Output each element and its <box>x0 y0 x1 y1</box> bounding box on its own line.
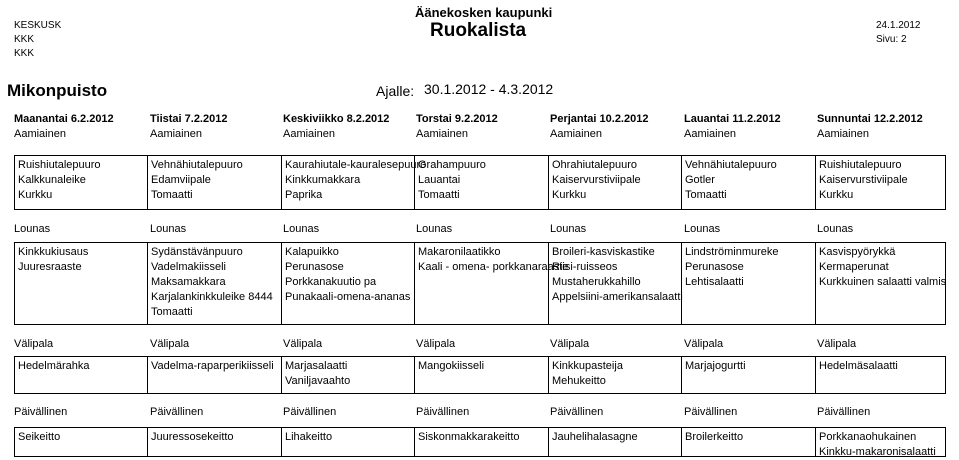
menu-item: Kurkku <box>819 189 854 201</box>
menu-cell <box>15 359 146 374</box>
meal-label: Päivällinen <box>150 406 204 418</box>
print-date: 24.1.2012 <box>876 20 921 31</box>
menu-cell <box>682 158 814 203</box>
menu-item: Jauhelihalasagne <box>552 431 638 443</box>
menu-item: Perunasose <box>285 261 344 273</box>
menu-item: Tomaatti <box>151 189 193 201</box>
menu-cell <box>15 430 146 445</box>
menu-item: Appelsiini-amerikansalaatti <box>552 291 683 303</box>
menu-item: Marjasalaatti <box>285 360 348 372</box>
meal-label: Aamiainen <box>14 128 66 140</box>
meal-label: Välipala <box>684 338 724 350</box>
menu-item: Juuressosekeitto <box>151 431 234 443</box>
menu-cell <box>549 158 680 203</box>
meal-label: Aamiainen <box>416 128 468 140</box>
menu-item: Sydänstävänpuuro <box>151 246 243 258</box>
header-left-line-1: KESKUSK <box>14 20 62 31</box>
menu-item: Siskonmakkarakeitto <box>418 431 520 443</box>
menu-item: Kaiservurstiviipale <box>552 174 641 186</box>
column-divider <box>945 357 946 393</box>
menu-cell <box>816 245 947 290</box>
menu-item: Juuresraaste <box>18 261 82 273</box>
menu-item: Mangokiisseli <box>418 360 485 372</box>
menu-item: Grahampuuro <box>418 159 486 171</box>
meal-label: Aamiainen <box>817 128 869 140</box>
meal-label: Lounas <box>416 223 453 235</box>
menu-cell <box>415 359 547 374</box>
menu-item: Kaiservurstiviipale <box>819 174 908 186</box>
menu-item: Ohrahiutalepuuro <box>552 159 638 171</box>
menu-cell <box>682 359 814 374</box>
menu-item: Tomaatti <box>685 189 727 201</box>
menu-cell <box>282 245 413 305</box>
menu-item: Maksamakkara <box>151 276 226 288</box>
column-divider <box>945 428 946 456</box>
menu-item: Lauantai <box>418 174 461 186</box>
menu-cell <box>282 359 413 389</box>
meal-label: Lounas <box>550 223 587 235</box>
location-name: Mikonpuisto <box>7 81 108 100</box>
menu-item: Porkkanaohukainen <box>819 431 917 443</box>
menu-item: Lindströminmureke <box>685 246 779 258</box>
menu-item: Lihakeitto <box>285 431 333 443</box>
menu-item: Makaronilaatikko <box>418 246 501 258</box>
menu-item: Kalkkunaleike <box>18 174 86 186</box>
menu-cell <box>682 245 814 290</box>
menu-item: Punakaali-omena-ananas <box>285 291 411 303</box>
menu-item: Kurkku <box>18 189 53 201</box>
column-divider <box>945 156 946 209</box>
menu-item: Kinkkukiusaus <box>18 246 89 258</box>
menu-item: Perunasose <box>685 261 744 273</box>
period-label: Ajalle: <box>376 83 415 99</box>
menu-item: Vehnähiutalepuuro <box>151 159 243 171</box>
menu-item: Kinkku-makaronisalaatti <box>819 446 936 458</box>
meal-label: Lounas <box>150 223 187 235</box>
meal-label: Päivällinen <box>283 406 337 418</box>
menu-cell <box>549 359 680 389</box>
menu-cell <box>816 359 944 374</box>
menu-cell <box>15 158 146 203</box>
day-header: Keskiviikko 8.2.2012 <box>283 113 390 125</box>
menu-cell <box>549 430 680 445</box>
meal-label: Välipala <box>416 338 456 350</box>
menu-item: Riisi-ruisseos <box>552 261 618 273</box>
day-header: Perjantai 10.2.2012 <box>550 113 649 125</box>
meal-label: Välipala <box>817 338 857 350</box>
day-header: Lauantai 11.2.2012 <box>684 113 781 125</box>
day-header: Torstai 9.2.2012 <box>416 113 498 125</box>
menu-cell <box>549 245 683 305</box>
menu-cell <box>415 158 547 203</box>
header-left-line-2: KKK <box>14 34 35 45</box>
menu-item: Hedelmärahka <box>18 360 90 372</box>
meal-label: Lounas <box>817 223 854 235</box>
menu-cell <box>682 430 814 445</box>
menu-cell <box>148 359 280 374</box>
meal-label: Välipala <box>550 338 590 350</box>
menu-item: Tomaatti <box>418 189 460 201</box>
menu-item: Tomaatti <box>151 306 193 318</box>
meal-label: Aamiainen <box>684 128 736 140</box>
menu-item: Hedelmäsalaatti <box>819 360 898 372</box>
page-title: Ruokalista <box>430 20 527 41</box>
meal-label: Lounas <box>14 223 51 235</box>
menu-item: Porkkanakuutio pa <box>285 276 377 288</box>
menu-item: Kurkku <box>552 189 587 201</box>
menu-item: Vehnähiutalepuuro <box>685 159 777 171</box>
menu-item: Vaniljavaahto <box>285 375 351 387</box>
day-header: Tiistai 7.2.2012 <box>150 113 228 125</box>
page-number: Sivu: 2 <box>876 34 907 45</box>
menu-cell <box>415 430 547 445</box>
menu-item: Kalapuikko <box>285 246 339 258</box>
meal-label: Päivällinen <box>550 406 604 418</box>
meal-label: Päivällinen <box>416 406 470 418</box>
menu-item: Kasvispyörykkä <box>819 246 896 258</box>
menu-cell <box>816 158 944 203</box>
menu-cell <box>816 430 944 460</box>
meal-label: Välipala <box>283 338 323 350</box>
menu-item: Mehukeitto <box>552 375 606 387</box>
menu-cell <box>282 430 413 445</box>
menu-item: Gotler <box>685 174 715 186</box>
menu-item: Kinkkupasteija <box>552 360 623 372</box>
menu-cell <box>148 430 280 445</box>
meal-label: Välipala <box>14 338 54 350</box>
menu-item: Lehtisalaatti <box>685 276 744 288</box>
menu-item: Edamviipale <box>151 174 211 186</box>
menu-item: Kurkkuinen salaatti valmis <box>819 276 947 288</box>
menu-item: Broilerkeitto <box>685 431 744 443</box>
meal-label: Lounas <box>684 223 721 235</box>
menu-cell <box>282 158 427 203</box>
menu-item: Kermaperunat <box>819 261 889 273</box>
meal-label: Aamiainen <box>150 128 202 140</box>
day-header: Sunnuntai 12.2.2012 <box>817 113 923 125</box>
period-range: 30.1.2012 - 4.3.2012 <box>424 81 554 97</box>
meal-label: Päivällinen <box>684 406 738 418</box>
meal-label: Välipala <box>150 338 190 350</box>
menu-cell <box>148 158 280 203</box>
menu-item: Mustaherukkahillo <box>552 276 641 288</box>
header-left-line-3: KKK <box>14 48 35 59</box>
menu-item: Kaurahiutale-kauralesepuuro <box>285 159 427 171</box>
menu-item: Ruishiutalepuuro <box>18 159 101 171</box>
meal-label: Aamiainen <box>283 128 335 140</box>
day-header: Maanantai 6.2.2012 <box>14 113 114 125</box>
menu-item: Paprika <box>285 189 323 201</box>
menu-item: Kinkkumakkara <box>285 174 361 186</box>
meal-label: Päivällinen <box>817 406 871 418</box>
menu-cell <box>148 245 280 320</box>
menu-item: Kaali - omena- porkkanaraaste <box>418 261 569 273</box>
menu-item: Karjalankinkkuleike 8444 <box>151 291 273 303</box>
menu-item: Vadelma-raparperikiisseli <box>151 360 274 372</box>
meal-label: Aamiainen <box>550 128 602 140</box>
menu-cell <box>15 245 146 275</box>
menu-item: Broileri-kasviskastike <box>552 246 655 258</box>
meal-label: Päivällinen <box>14 406 68 418</box>
menu-item: Marjajogurtti <box>685 360 746 372</box>
organization-name: Äänekosken kaupunki <box>415 5 553 20</box>
meal-label: Lounas <box>283 223 320 235</box>
menu-item: Vadelmakiisseli <box>151 261 226 273</box>
menu-cell <box>415 245 569 275</box>
menu-item: Seikeitto <box>18 431 61 443</box>
menu-item: Ruishiutalepuuro <box>819 159 902 171</box>
